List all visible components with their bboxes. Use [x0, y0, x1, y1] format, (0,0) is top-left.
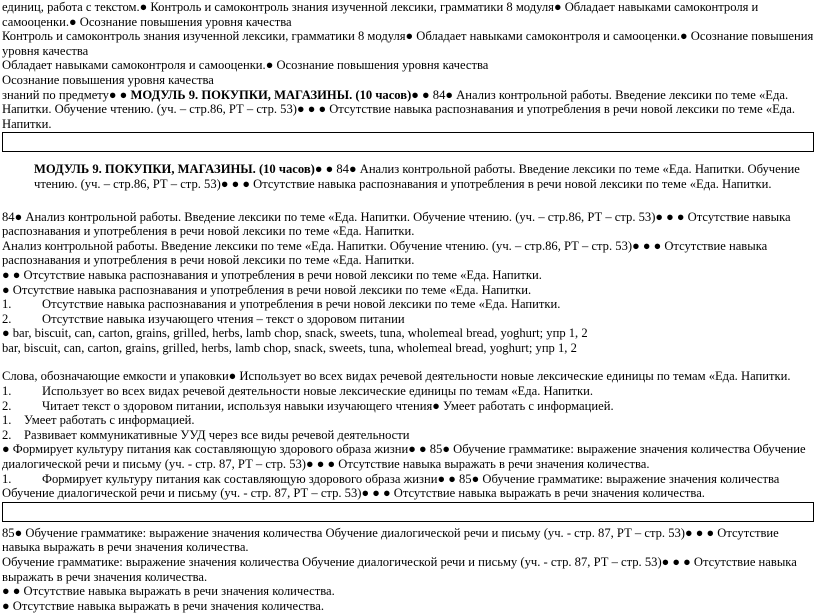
paragraph: Обладает навыками самоконтроля и самооценки.● Осознание повышения уровня качества	[2, 58, 489, 73]
list-number: 1.	[2, 471, 12, 486]
list-text: Отсутствие навыка распознавания и употребления в речи новой лексики по теме «Еда. Напитки.	[42, 297, 561, 312]
paragraph: ● Отсутствие навыка распознавания и употребления в речи новой лексики по теме «Еда. Напитки.	[2, 282, 532, 297]
paragraph: ● bar, biscuit, can, carton, grains, grilled, herbs, lamb chop, snack, sweets, tuna, wholemeal bread, yoghurt; упр 1, 2	[2, 326, 588, 341]
list-item	[2, 399, 814, 414]
list-text: Отсутствие навыка изучающего чтения – текст о здоровом питании	[42, 311, 405, 326]
list-number: 2.	[2, 427, 12, 442]
list-item	[2, 312, 814, 327]
text-block-1	[0, 0, 816, 131]
paragraph: единиц, работа с текстом.● Контроль и самоконтроль знания изученной лексики, грамматики 8 модуля● Обладает навыками самоконтроля и самооценки.● Осознание повышения уровня качества	[2, 0, 759, 29]
text-block-4	[0, 369, 816, 500]
text-block-5	[0, 526, 816, 613]
list-number: 1.	[2, 413, 12, 428]
paragraph-text: ● ● 84● Анализ контрольной работы. Введение лексики по теме «Еда. Напитки. Обучение чтению. (уч. – стр.86, РТ – стр. 53)● ● ● Отсутствие навыка распознавания и употребления в речи новой лексики по теме «Еда. Напитки.	[34, 162, 800, 191]
list-number: 1.	[2, 384, 12, 399]
paragraph: Осознание повышения уровня качества	[2, 72, 214, 87]
module-heading: МОДУЛЬ 9. ПОКУПКИ, МАГАЗИНЫ. (10 часов)	[130, 87, 412, 102]
paragraph	[2, 88, 814, 132]
paragraph: ● ● Отсутствие навыка распознавания и употребления в речи новой лексики по теме «Еда. Напитки.	[2, 267, 542, 282]
list-text: Формирует культуру питания как составляющую здорового образа жизни● ● 85● Обучение грамматике: выражение значения количества Обучение диалогической речи и письму (уч. - стр. 87, РТ – стр. 53)● ● ● Отсутствие навыка выражать в речи значения количества.	[2, 471, 780, 501]
list-number: 1.	[2, 297, 12, 312]
list-item	[2, 428, 814, 443]
paragraph: 84● Анализ контрольной работы. Введение лексики по теме «Еда. Напитки. Обучение чтению. (уч. – стр.86, РТ – стр. 53)● ● ● Отсутствие навыка распознавания и употребления в речи новой лексики по теме «Еда. Напитки.	[2, 209, 791, 239]
paragraph: Контроль и самоконтроль знания изученной лексики, грамматики 8 модуля● Обладает навыками самоконтроля и самооценки.● Осознание повышения уровня качества	[2, 29, 814, 58]
paragraph: Обучение грамматике: выражение значения количества Обучение диалогической речи и письму (уч. - стр. 87, РТ – стр. 53)● ● ● Отсутствие навыка выражать в речи значения количества.	[2, 555, 797, 584]
paragraph	[2, 162, 814, 191]
list-number: 2.	[2, 311, 12, 326]
empty-table-cell	[2, 132, 814, 152]
paragraph: Слова, обозначающие емкости и упаковки● Использует во всех видах речевой деятельности новые лексические единицы по темам «Еда. Напитки.	[2, 369, 791, 384]
text-block-2	[0, 162, 816, 191]
list-item	[2, 297, 814, 312]
list-text: Умеет работать с информацией.	[24, 413, 195, 428]
paragraph: Анализ контрольной работы. Введение лексики по теме «Еда. Напитки. Обучение чтению. (уч. – стр.86, РТ – стр. 53)● ● ● Отсутствие навыка распознавания и употребления в речи новой лексики по теме «Еда. Напитки.	[2, 238, 768, 268]
paragraph-text: знаний по предмету● ●	[2, 87, 131, 102]
paragraph: bar, biscuit, can, carton, grains, grilled, herbs, lamb chop, snack, sweets, tuna, wholemeal bread, yoghurt; упр 1, 2	[2, 340, 577, 355]
list-text: Читает текст о здоровом питании, используя навыки изучающего чтения● Умеет работать с информацией.	[42, 398, 614, 413]
text-block-3	[0, 210, 816, 356]
list-item	[2, 413, 814, 428]
paragraph: ● Формирует культуру питания как составляющую здорового образа жизни● ● 85● Обучение грамматике: выражение значения количества Обучение диалогической речи и письму (уч. - стр. 87, РТ – стр. 53)● ● ● Отсутствие навыка выражать в речи значения количества.	[2, 442, 806, 472]
list-number: 2.	[2, 398, 12, 413]
list-text: Использует во всех видах речевой деятельности новые лексические единицы по темам «Еда. Напитки.	[42, 384, 594, 399]
paragraph: ● Отсутствие навыка выражать в речи значения количества.	[2, 598, 324, 613]
paragraph: 85● Обучение грамматике: выражение значения количества Обучение диалогической речи и письму (уч. - стр. 87, РТ – стр. 53)● ● ● Отсутствие навыка выражать в речи значения количества.	[2, 525, 779, 555]
list-item	[2, 384, 814, 399]
list-text: Развивает коммуникативные УУД через все виды речевой деятельности	[24, 427, 410, 442]
list-item	[2, 472, 814, 501]
empty-table-cell	[2, 502, 814, 522]
paragraph-text: ● ● 84● Анализ контрольной работы. Введение лексики по теме «Еда. Напитки. Обучение чтению. (уч. – стр.86, РТ – стр. 53)● ● ● Отсутствие навыка распознавания и употребления в речи новой лексики по теме «Еда. Напитки.	[2, 87, 795, 131]
module-heading: МОДУЛЬ 9. ПОКУПКИ, МАГАЗИНЫ. (10 часов)	[34, 162, 315, 177]
paragraph: ● ● Отсутствие навыка выражать в речи значения количества.	[2, 584, 335, 599]
